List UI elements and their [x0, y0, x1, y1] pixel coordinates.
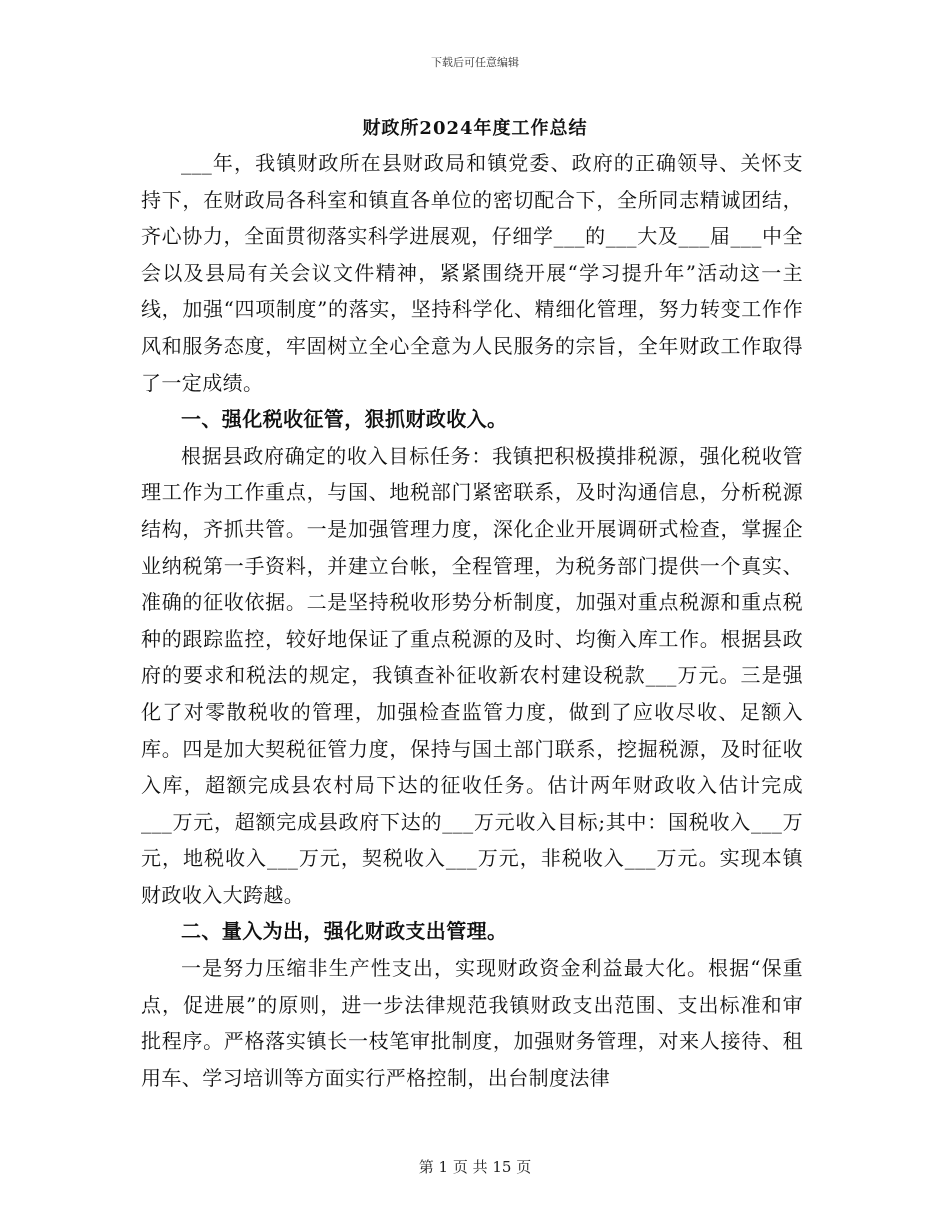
section-1-paragraph: 根据县政府确定的收入目标任务：我镇把积极摸排税源，强化税收管理工作为工作重点，与国、地税部门紧密联系，及时沟通信息，分析税源结构，齐抓共管。一是加强管理力度，深化企业开展调研式检查，掌握企业纳税第一手资料，并建立台帐，全程管理，为税务部门提供一个真实、准确的征收依据。二是坚持税收形势分析制度，加强对重点税源和重点税种的跟踪监控，较好地保证了重点税源的及时、均衡入库工作。根据县政府的要求和税法的规定，我镇查补征收新农村建设税款___万元。三是强化了对零散税收的管理，加强检查监管力度，做到了应收尽收、足额入库。四是加大契税征管力度，保持与国土部门联系，挖掘税源，及时征收入库，超额完成县农村局下达的征收任务。估计两年财政收入估计完成___万元，超额完成县政府下达的___万元收入目标;其中：国税收入___万元，地税收入___万元，契税收入___万元，非税收入___万元。实现本镇财政收入大跨越。: [141, 443, 803, 907]
section-1-heading: 一、强化税收征管，狠抓财政收入。: [181, 407, 508, 432]
intro-paragraph: ___年，我镇财政所在县财政局和镇党委、政府的正确领导、关怀支持下，在财政局各科室和镇直各单位的密切配合下，全所同志精诚团结，齐心协力，全面贯彻落实科学进展观，仔细学___的___大及___届___中全会以及县局有关会议文件精神，紧紧围绕开展“学习提升年”活动这一主线，加强“四项制度”的落实，坚持科学化、精细化管理，努力转变工作作风和服务态度，牢固树立全心全意为人民服务的宗旨，全年财政工作取得了一定成绩。: [141, 151, 803, 395]
section-2-heading: 二、量入为出，强化财政支出管理。: [181, 919, 508, 944]
page-header-note: 下载后可任意编辑: [431, 56, 519, 69]
document-title: 财政所2024年度工作总结: [362, 118, 588, 139]
section-2-paragraph: 一是努力压缩非生产性支出，实现财政资金利益最大化。根据“保重点，促进展”的原则，进一步法律规范我镇财政支出范围、支出标准和审批程序。严格落实镇长一枝笔审批制度，加强财务管理，对来人接待、租用车、学习培训等方面实行严格控制，出台制度法律: [141, 956, 803, 1090]
document-body: [141, 145, 803, 1096]
page-number: 第 1 页 共 15 页: [418, 1158, 532, 1176]
